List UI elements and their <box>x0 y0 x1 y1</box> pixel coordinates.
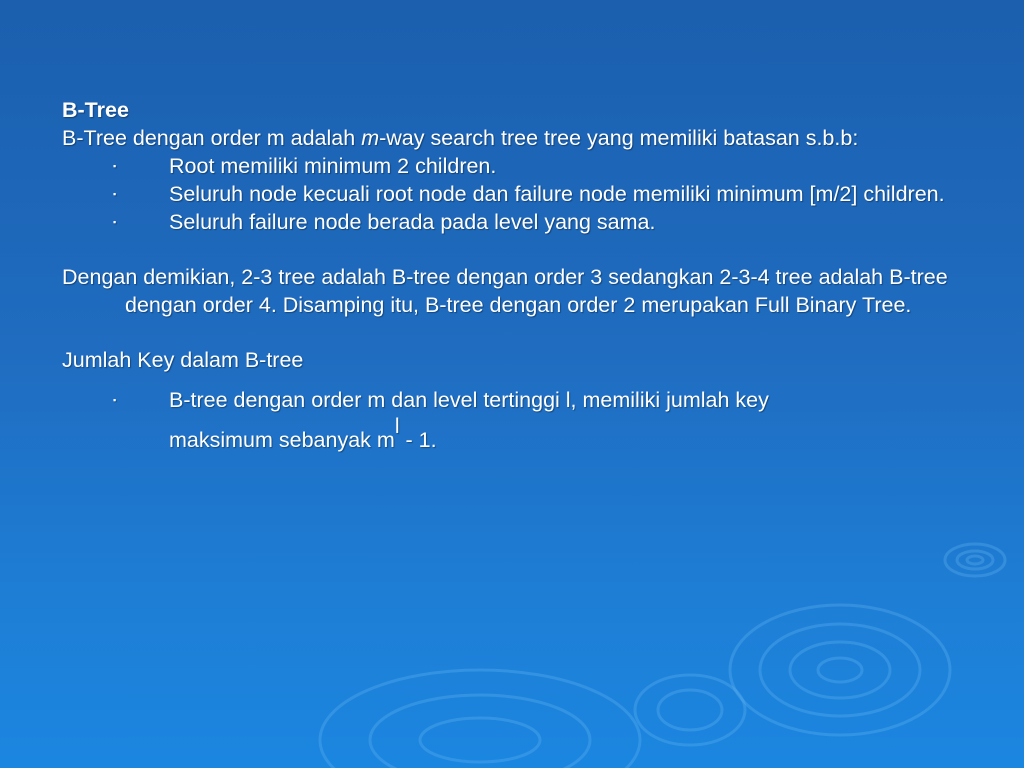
rule-text: Seluruh node kecuali root node dan failure node memiliki minimum [m/2] children. <box>169 182 945 206</box>
key-bullet-line1: B-tree dengan order m dan level tertinggi l, memiliki jumlah key <box>169 388 769 412</box>
list-item <box>62 386 1002 455</box>
rule-text: Seluruh failure node berada pada level yang sama. <box>169 210 656 234</box>
list-item <box>62 152 1002 180</box>
formula-exponent: l <box>394 415 400 438</box>
list-item <box>62 208 1002 236</box>
formula-prefix: maksimum sebanyak m <box>169 428 395 452</box>
conclusion-paragraph: Dengan demikian, 2-3 tree adalah B-tree dengan order 3 sedangkan 2-3-4 tree adalah B-tree dengan order 4. Disamping itu, B-tree dengan order 2 merupakan Full Binary Tree. <box>62 265 948 317</box>
square-bullet-icon: ▪ <box>113 217 117 227</box>
rules-list <box>62 152 1002 236</box>
square-bullet-icon: ▪ <box>113 161 117 171</box>
key-list <box>62 386 1002 455</box>
slide-title: B-Tree <box>62 98 129 122</box>
definition-italic-m: m <box>361 126 380 150</box>
square-bullet-icon: ▪ <box>113 395 117 405</box>
square-bullet-icon: ▪ <box>113 189 117 199</box>
key-heading: Jumlah Key dalam B-tree <box>62 348 304 372</box>
max-keys-formula <box>169 414 1002 455</box>
definition-suffix: -way search tree tree yang memiliki batasan s.b.b: <box>379 126 859 150</box>
definition-paragraph <box>62 124 1002 152</box>
formula-suffix: - 1. <box>399 428 437 452</box>
definition-prefix: B-Tree dengan order m adalah <box>62 126 362 150</box>
list-item <box>62 180 1002 208</box>
slide-content <box>62 96 1002 455</box>
rule-text: Root memiliki minimum 2 children. <box>169 154 497 178</box>
